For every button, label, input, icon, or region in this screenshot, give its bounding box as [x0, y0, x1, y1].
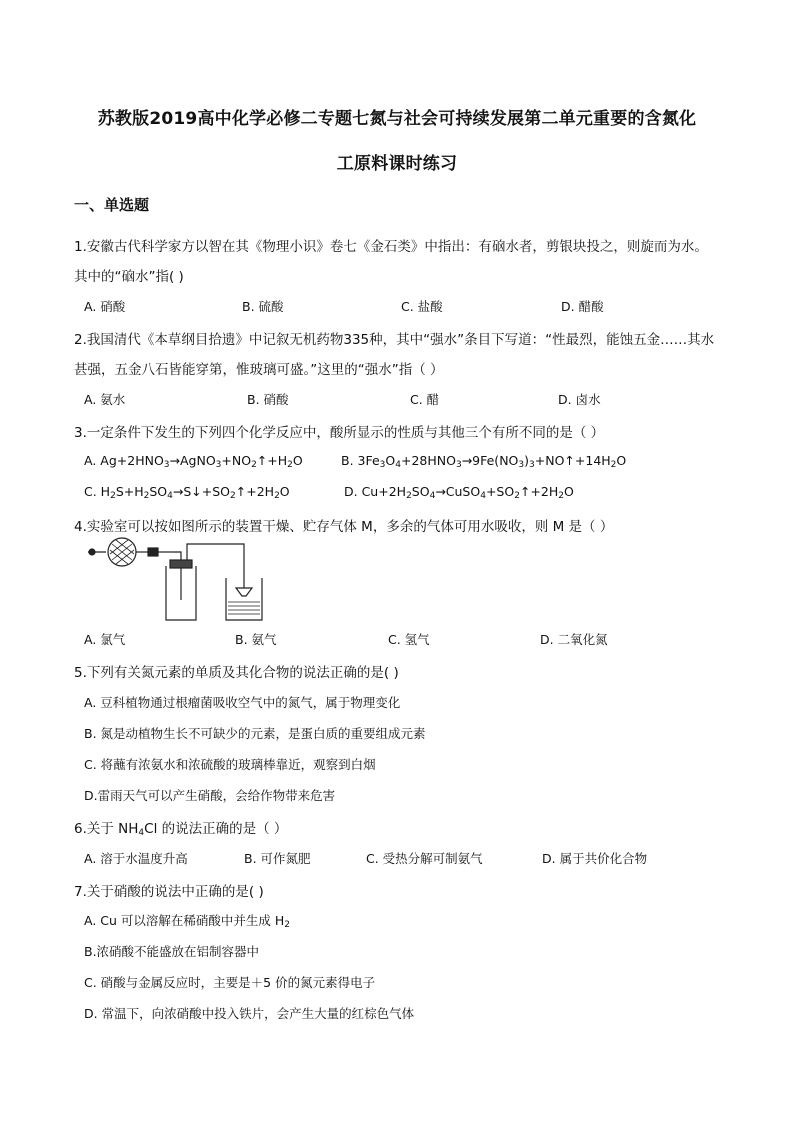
q3-option-c: C. $H_2S+H_2SO_4\to S↓+SO_2↑+2H_2O$	[84, 484, 290, 501]
q2-option-b: B. 硝酸	[247, 392, 289, 407]
q4-option-a: A. 氯气	[84, 632, 126, 647]
q1-option-b: B. 硫酸	[242, 299, 284, 314]
q5-stem: 5.下列有关氮元素的单质及其化合物的说法正确的是( )	[74, 665, 399, 681]
long-tube	[174, 552, 181, 600]
q1-option-a: A. 硝酸	[84, 299, 126, 314]
water-lines	[228, 602, 260, 614]
q3-option-b: B. $3Fe_3O_4+28HNO_3\to 9Fe(NO_3)_3+NO↑+14H_2O$	[341, 453, 627, 470]
inlet-stopper	[89, 549, 95, 555]
q2-option-a: A. 氨水	[84, 392, 126, 407]
q2-option-c: C. 醋	[410, 392, 440, 407]
q7-option-a: A. Cu 可以溶解在稀硝酸中并生成 $H_2$	[84, 913, 291, 930]
gas-apparatus-diagram	[84, 536, 284, 622]
q7-option-d: D. 常温下，向浓硝酸中投入铁片，会产生大量的红棕色气体	[84, 1006, 415, 1021]
q1-stem-line2: 其中的“硇水”指( )	[74, 269, 184, 285]
q7-stem: 7.关于硝酸的说法中正确的是( )	[74, 884, 264, 900]
q4-option-d: D. 二氧化氮	[540, 632, 608, 647]
q3-option-a: A. $Ag+2HNO_3\to AgNO_3+NO_2↑+H_2O$	[84, 453, 303, 470]
funnel	[236, 588, 252, 596]
q1-option-c: C. 盐酸	[401, 299, 443, 314]
doc-title-line2: 工原料课时练习	[336, 154, 458, 174]
q6-option-b: B. 可作氮肥	[244, 851, 311, 866]
doc-title-line1: 苏教版2019高中化学必修二专题七氮与社会可持续发展第二单元重要的含氮化	[97, 109, 697, 129]
q6-option-a: A. 溶于水温度升高	[84, 851, 188, 866]
q2-option-d: D. 卤水	[558, 392, 601, 407]
q1-stem-line1: 1.安徽古代科学家方以智在其《物理小识》卷七《金石类》中指出：有硇水者，剪银块投之，则旋而为水。	[74, 239, 708, 255]
cross-hatch	[110, 540, 134, 564]
q5-option-a: A. 豆科植物通过根瘤菌吸收空气中的氮气，属于物理变化	[84, 695, 401, 710]
q5-option-b: B. 氮是动植物生长不可缺少的元素，是蛋白质的重要组成元素	[84, 726, 426, 741]
q7-option-b: B.浓硝酸不能盛放在铝制容器中	[84, 944, 260, 959]
q5-option-d: D.雷雨天气可以产生硝酸，会给作物带来危害	[84, 788, 336, 803]
section-heading: 一、单选题	[74, 196, 150, 214]
q3-option-d: D. $Cu+2H_2SO_4\to CuSO_4+SO_2↑+2H_2O$	[344, 484, 574, 501]
q1-option-d: D. 醋酸	[561, 299, 604, 314]
q6-option-d: D. 属于共价化合物	[542, 851, 648, 866]
bottle-stopper	[170, 560, 192, 568]
q5-option-c: C. 将蘸有浓氨水和浓硫酸的玻璃棒靠近，观察到白烟	[84, 757, 376, 772]
q2-stem-line2: 甚强，五金八石皆能穿第，惟玻璃可盛。”这里的“强水”指（ ）	[74, 362, 444, 378]
q6-stem: 6.关于 $NH_4Cl$ 的说法正确的是（ ）	[74, 821, 288, 838]
q4-option-b: B. 氨气	[235, 632, 277, 647]
q4-stem: 4.实验室可以按如图所示的装置干燥、贮存气体 M，多余的气体可用水吸收，则 M 是（ ）	[74, 519, 614, 535]
q4-option-c: C. 氢气	[388, 632, 430, 647]
q3-stem: 3.一定条件下发生的下列四个化学反应中，酸所显示的性质与其他三个有所不同的是（ ）	[74, 425, 605, 441]
q2-stem-line1: 2.我国清代《本草纲目拾遗》中记叙无机药物335种，其中“强水”条目下写道：“性最烈，能蚀五金……其水	[74, 332, 715, 348]
q6-option-c: C. 受热分解可制氨气	[366, 851, 483, 866]
q7-option-c: C. 硝酸与金属反应时，主要是＋5 价的氮元素得电子	[84, 975, 376, 990]
